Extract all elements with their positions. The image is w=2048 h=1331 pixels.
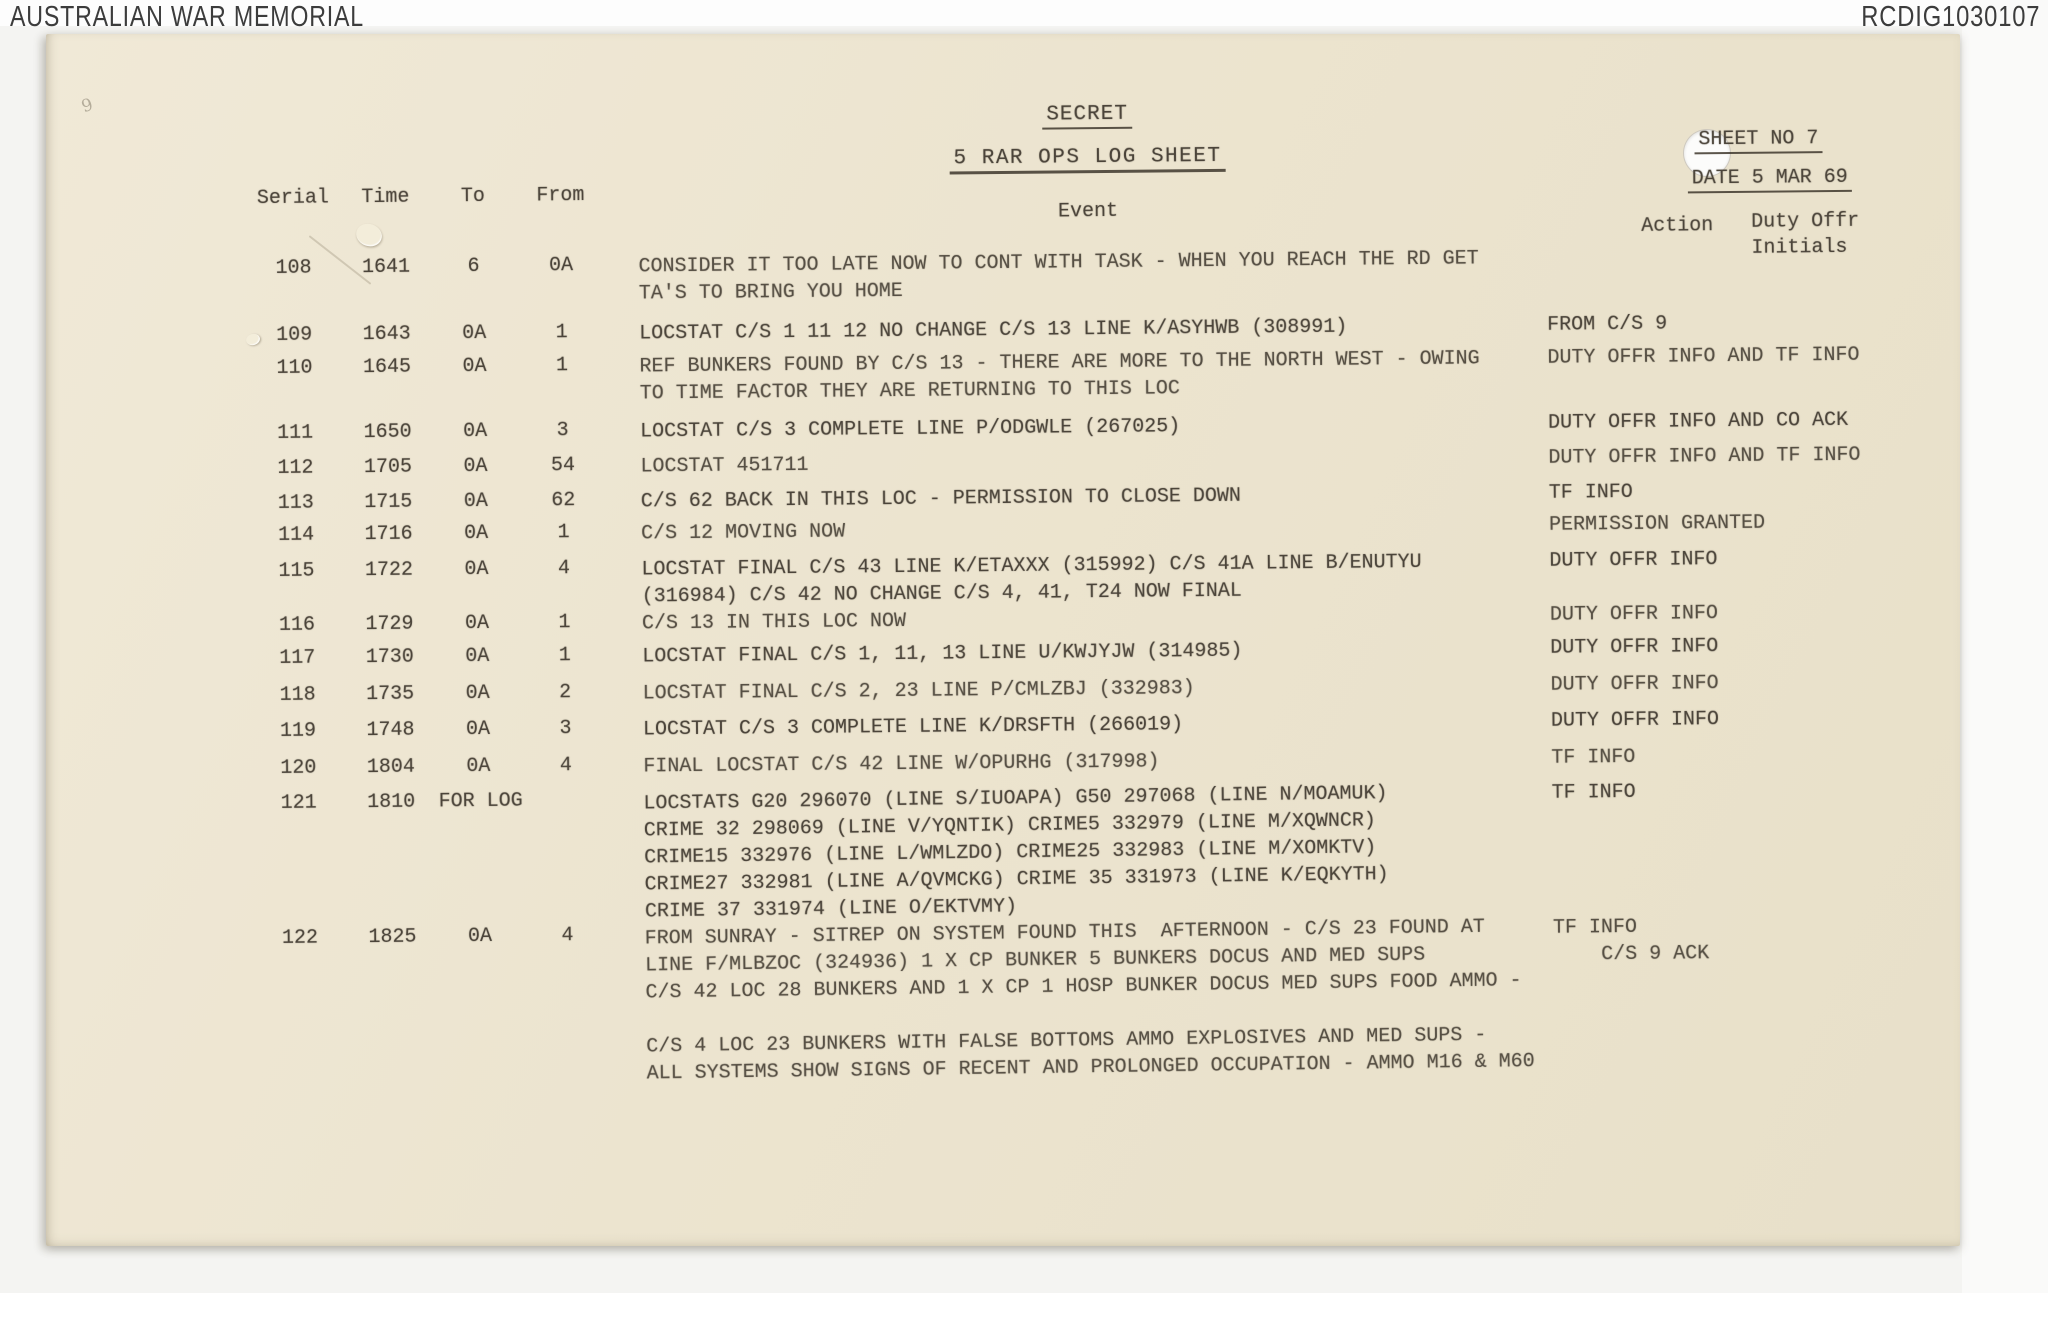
action-line: DUTY OFFR INFO <box>1549 602 1719 627</box>
serial-cell: 114 <box>278 523 315 547</box>
action-line: DUTY OFFR INFO <box>1549 548 1718 573</box>
column-header-to: To <box>460 184 485 209</box>
action-line: DUTY OFFR INFO <box>1550 635 1719 660</box>
from-cell: 3 <box>559 717 572 741</box>
action-cell <box>1548 406 1948 437</box>
record-id: RCDIG1030107 <box>1860 1 2040 33</box>
action-line: DUTY OFFR INFO <box>1550 708 1720 733</box>
time-cell: 1730 <box>365 645 414 670</box>
action-cell <box>1547 308 1947 339</box>
action-cell <box>1548 441 1948 472</box>
to-cell: 0A <box>467 924 493 949</box>
to-cell: 0A <box>462 354 487 379</box>
event-line: FINAL LOCSTAT C/S 42 LINE W/OPURHG (317998) <box>643 750 1160 779</box>
event-line: LINE F/MLBZOC (324936) 1 X CP BUNKER 5 BUNKERS DOCUS AND MED SUPS <box>644 943 1426 978</box>
event-cell <box>643 745 1543 781</box>
to-cell: 0A <box>463 489 488 514</box>
document-date: DATE 5 MAR 69 <box>1688 166 1852 194</box>
serial-cell: 109 <box>276 323 313 347</box>
scanner-background-right <box>1962 0 2048 1293</box>
column-header-event: Event <box>1057 199 1119 224</box>
from-cell: 4 <box>559 754 572 778</box>
pencil-marginalia: 9 <box>79 94 96 118</box>
event-line: LOCSTAT FINAL C/S 43 LINE K/ETAXXX (315992) C/S 41A LINE B/ENUTYU <box>641 550 1422 582</box>
action-cell <box>1551 741 1951 772</box>
serial-cell: 112 <box>277 456 314 480</box>
event-line: CRIME 32 298069 (LINE V/YQNTIK) CRIME5 332979 (LINE M/XQWNCR) <box>643 809 1377 843</box>
event-line: LOCSTAT 451711 <box>640 453 809 479</box>
action-line: DUTY OFFR INFO AND CO ACK <box>1547 408 1849 435</box>
sheet-number: SHEET NO 7 <box>1694 127 1822 154</box>
from-cell: 1 <box>555 321 568 345</box>
to-cell: 0A <box>463 419 488 444</box>
to-cell: 0A <box>466 754 491 779</box>
column-header-duty-offr-initials <box>1751 209 1860 262</box>
initials-label: Initials <box>1751 235 1848 260</box>
log-sheet-paper <box>46 34 1960 1246</box>
time-cell: 1715 <box>364 490 413 515</box>
action-cell <box>1549 476 1949 507</box>
event-line: (316984) C/S 42 NO CHANGE C/S 4, 41, T24 NOW FINAL <box>641 579 1242 609</box>
from-cell: 1 <box>558 644 571 668</box>
event-line: C/S 62 BACK IN THIS LOC - PERMISSION TO CLOSE DOWN <box>640 484 1242 514</box>
to-cell: 0A <box>465 717 491 742</box>
event-line: LOCSTAT FINAL C/S 2, 23 LINE P/CMLZBJ (332983) <box>642 677 1195 706</box>
event-line: C/S 42 LOC 28 BUNKERS AND 1 X CP 1 HOSP BUNKER DOCUS MED SUPS FOOD AMMO - <box>645 969 1522 1005</box>
serial-cell: 113 <box>277 491 314 515</box>
log-row <box>50 911 1965 1091</box>
action-line: DUTY OFFR INFO AND TF INFO <box>1547 343 1860 370</box>
action-line: FROM C/S 9 <box>1547 312 1668 337</box>
action-cell <box>1553 911 1953 969</box>
event-line: LOCSTAT C/S 3 COMPLETE LINE P/ODGWLE (267025) <box>640 415 1181 444</box>
event-cell <box>641 480 1541 516</box>
action-line: TF INFO <box>1551 780 1636 805</box>
action-cell <box>1550 631 1950 662</box>
event-line: LOCSTAT C/S 1 11 12 NO CHANGE C/S 13 LINE K/ASYHWB (308991) <box>639 315 1348 346</box>
action-cell <box>1552 776 1952 807</box>
from-cell: 3 <box>556 419 569 443</box>
serial-cell: 111 <box>277 421 314 445</box>
action-cell <box>1549 508 1949 539</box>
column-header-from: From <box>536 184 585 208</box>
from-cell: 4 <box>561 924 574 948</box>
to-cell: 0A <box>463 521 489 546</box>
time-cell: 1705 <box>363 455 413 480</box>
event-line: ALL SYSTEMS SHOW SIGNS OF RECENT AND PROLONGED OCCUPATION - AMMO M16 & M60 <box>646 1050 1535 1086</box>
to-cell: 0A <box>462 321 487 346</box>
event-cell <box>638 245 1538 308</box>
event-line: REF BUNKERS FOUND BY C/S 13 - THERE ARE MORE TO THE NORTH WEST - OWING <box>639 347 1480 379</box>
event-cell <box>639 345 1539 408</box>
page-title: 5 RAR OPS LOG SHEET <box>637 142 1537 178</box>
event-cell <box>641 548 1541 611</box>
action-cell <box>1550 668 1950 699</box>
event-line: TO TIME FACTOR THEY ARE RETURNING TO THIS LOC <box>639 377 1180 406</box>
time-cell: 1804 <box>366 755 415 780</box>
action-line: TF INFO <box>1548 480 1633 505</box>
to-cell: 0A <box>465 644 490 669</box>
from-cell: 54 <box>550 454 576 478</box>
time-cell: 1643 <box>362 322 411 347</box>
digitisation-footer <box>0 1293 2048 1331</box>
serial-cell: 120 <box>280 756 317 780</box>
event-cell <box>645 913 1547 1088</box>
table-header-right <box>1538 171 1949 260</box>
to-cell: 0A <box>465 681 490 706</box>
serial-cell: 117 <box>279 646 316 670</box>
time-cell: 1641 <box>361 255 411 280</box>
action-line: DUTY OFFR INFO AND TF INFO <box>1548 443 1861 470</box>
action-line: C/S 9 ACK <box>1553 942 1710 967</box>
event-line: CRIME27 332981 (LINE A/QVMCKG) CRIME 35 331973 (LINE K/EQKYTH) <box>644 863 1389 897</box>
time-cell: 1825 <box>368 925 417 950</box>
event-line: LOCSTAT C/S 3 COMPLETE LINE K/DRSFTH (266019) <box>642 713 1184 742</box>
duty-offr-label: Duty Offr <box>1751 209 1860 234</box>
event-line: C/S 12 MOVING NOW <box>641 520 846 546</box>
action-cell <box>1551 704 1951 735</box>
typed-content <box>41 25 1967 1255</box>
from-cell: 2 <box>559 681 572 705</box>
log-row <box>48 704 1962 749</box>
to-cell: 6 <box>467 255 480 279</box>
serial-cell: 119 <box>279 719 317 743</box>
action-cell <box>1547 341 1947 372</box>
column-header-time: Time <box>361 185 410 210</box>
serial-cell: 115 <box>278 559 315 583</box>
action-line: TF INFO <box>1552 915 1638 940</box>
from-cell: 1 <box>558 611 571 635</box>
event-line: CONSIDER IT TOO LATE NOW TO CONT WITH TASK - WHEN YOU REACH THE RD GET <box>638 247 1479 279</box>
event-cell <box>643 672 1543 708</box>
log-row <box>44 341 1958 413</box>
serial-cell: 122 <box>281 926 319 950</box>
column-header-serial: Serial <box>256 186 329 211</box>
event-cell <box>640 410 1540 446</box>
event-cell <box>640 445 1540 481</box>
time-cell: 1645 <box>362 355 412 380</box>
event-cell <box>642 635 1542 671</box>
time-cell: 1722 <box>364 558 414 583</box>
from-cell: 1 <box>557 521 570 545</box>
event-line: LOCSTATS G20 296070 (LINE S/IUOAPA) G50 297068 (LINE N/MOAMUK) <box>643 782 1388 816</box>
action-cell <box>1550 598 1950 629</box>
event-cell <box>641 512 1541 548</box>
serial-cell: 118 <box>279 683 316 707</box>
serial-cell: 121 <box>280 791 317 815</box>
event-line: LOCSTAT FINAL C/S 1, 11, 13 LINE U/KWJYJW (314985) <box>642 639 1243 669</box>
event-line: CRIME15 332976 (LINE L/WMLZDO) CRIME25 332983 (LINE M/XOMKTV) <box>644 836 1377 870</box>
archive-name: AUSTRALIAN WAR MEMORIAL <box>10 1 364 33</box>
to-cell: FOR LOG <box>438 789 523 814</box>
from-cell <box>519 789 614 790</box>
event-line: TA'S TO BRING YOU HOME <box>638 279 903 306</box>
action-cell <box>1549 544 1949 575</box>
from-cell: 62 <box>551 489 576 513</box>
time-cell: 1729 <box>365 612 414 637</box>
to-cell: 0A <box>464 557 489 582</box>
event-line: C/S 13 IN THIS LOC NOW <box>641 609 907 636</box>
classification-heading: SECRET <box>637 99 1537 134</box>
action-line: TF INFO <box>1551 745 1636 770</box>
to-cell: 0A <box>463 454 488 479</box>
column-header-action: Action <box>1641 214 1714 238</box>
to-cell: 0A <box>464 611 490 636</box>
serial-cell: 108 <box>275 256 312 280</box>
log-rows <box>43 241 1965 1091</box>
event-cell <box>643 778 1545 926</box>
action-line: DUTY OFFR INFO <box>1550 672 1719 697</box>
serial-cell: 116 <box>278 613 316 637</box>
event-line: C/S 4 LOC 23 BUNKERS WITH FALSE BOTTOMS AMMO EXPLOSIVES AND MED SUPS - <box>646 1023 1487 1059</box>
from-cell: 0A <box>548 254 574 278</box>
document-titles <box>636 29 1537 178</box>
event-line: FROM SUNRAY - SITREP ON SYSTEM FOUND THIS AFTERNOON - C/S 23 FOUND AT <box>644 915 1485 951</box>
serial-cell: 110 <box>276 356 313 380</box>
time-cell: 1650 <box>363 420 412 445</box>
time-cell: 1748 <box>366 718 415 743</box>
time-cell: 1810 <box>367 790 416 815</box>
log-row <box>49 776 1964 929</box>
event-cell <box>639 312 1539 348</box>
event-line: CRIME 37 331974 (LINE O/EKTVMY) <box>644 895 1018 924</box>
from-cell: 4 <box>557 557 571 581</box>
time-cell: 1716 <box>364 522 413 547</box>
event-cell <box>643 708 1543 744</box>
time-cell: 1735 <box>366 682 415 707</box>
action-line: PERMISSION GRANTED <box>1548 511 1766 537</box>
from-cell: 1 <box>555 354 569 378</box>
